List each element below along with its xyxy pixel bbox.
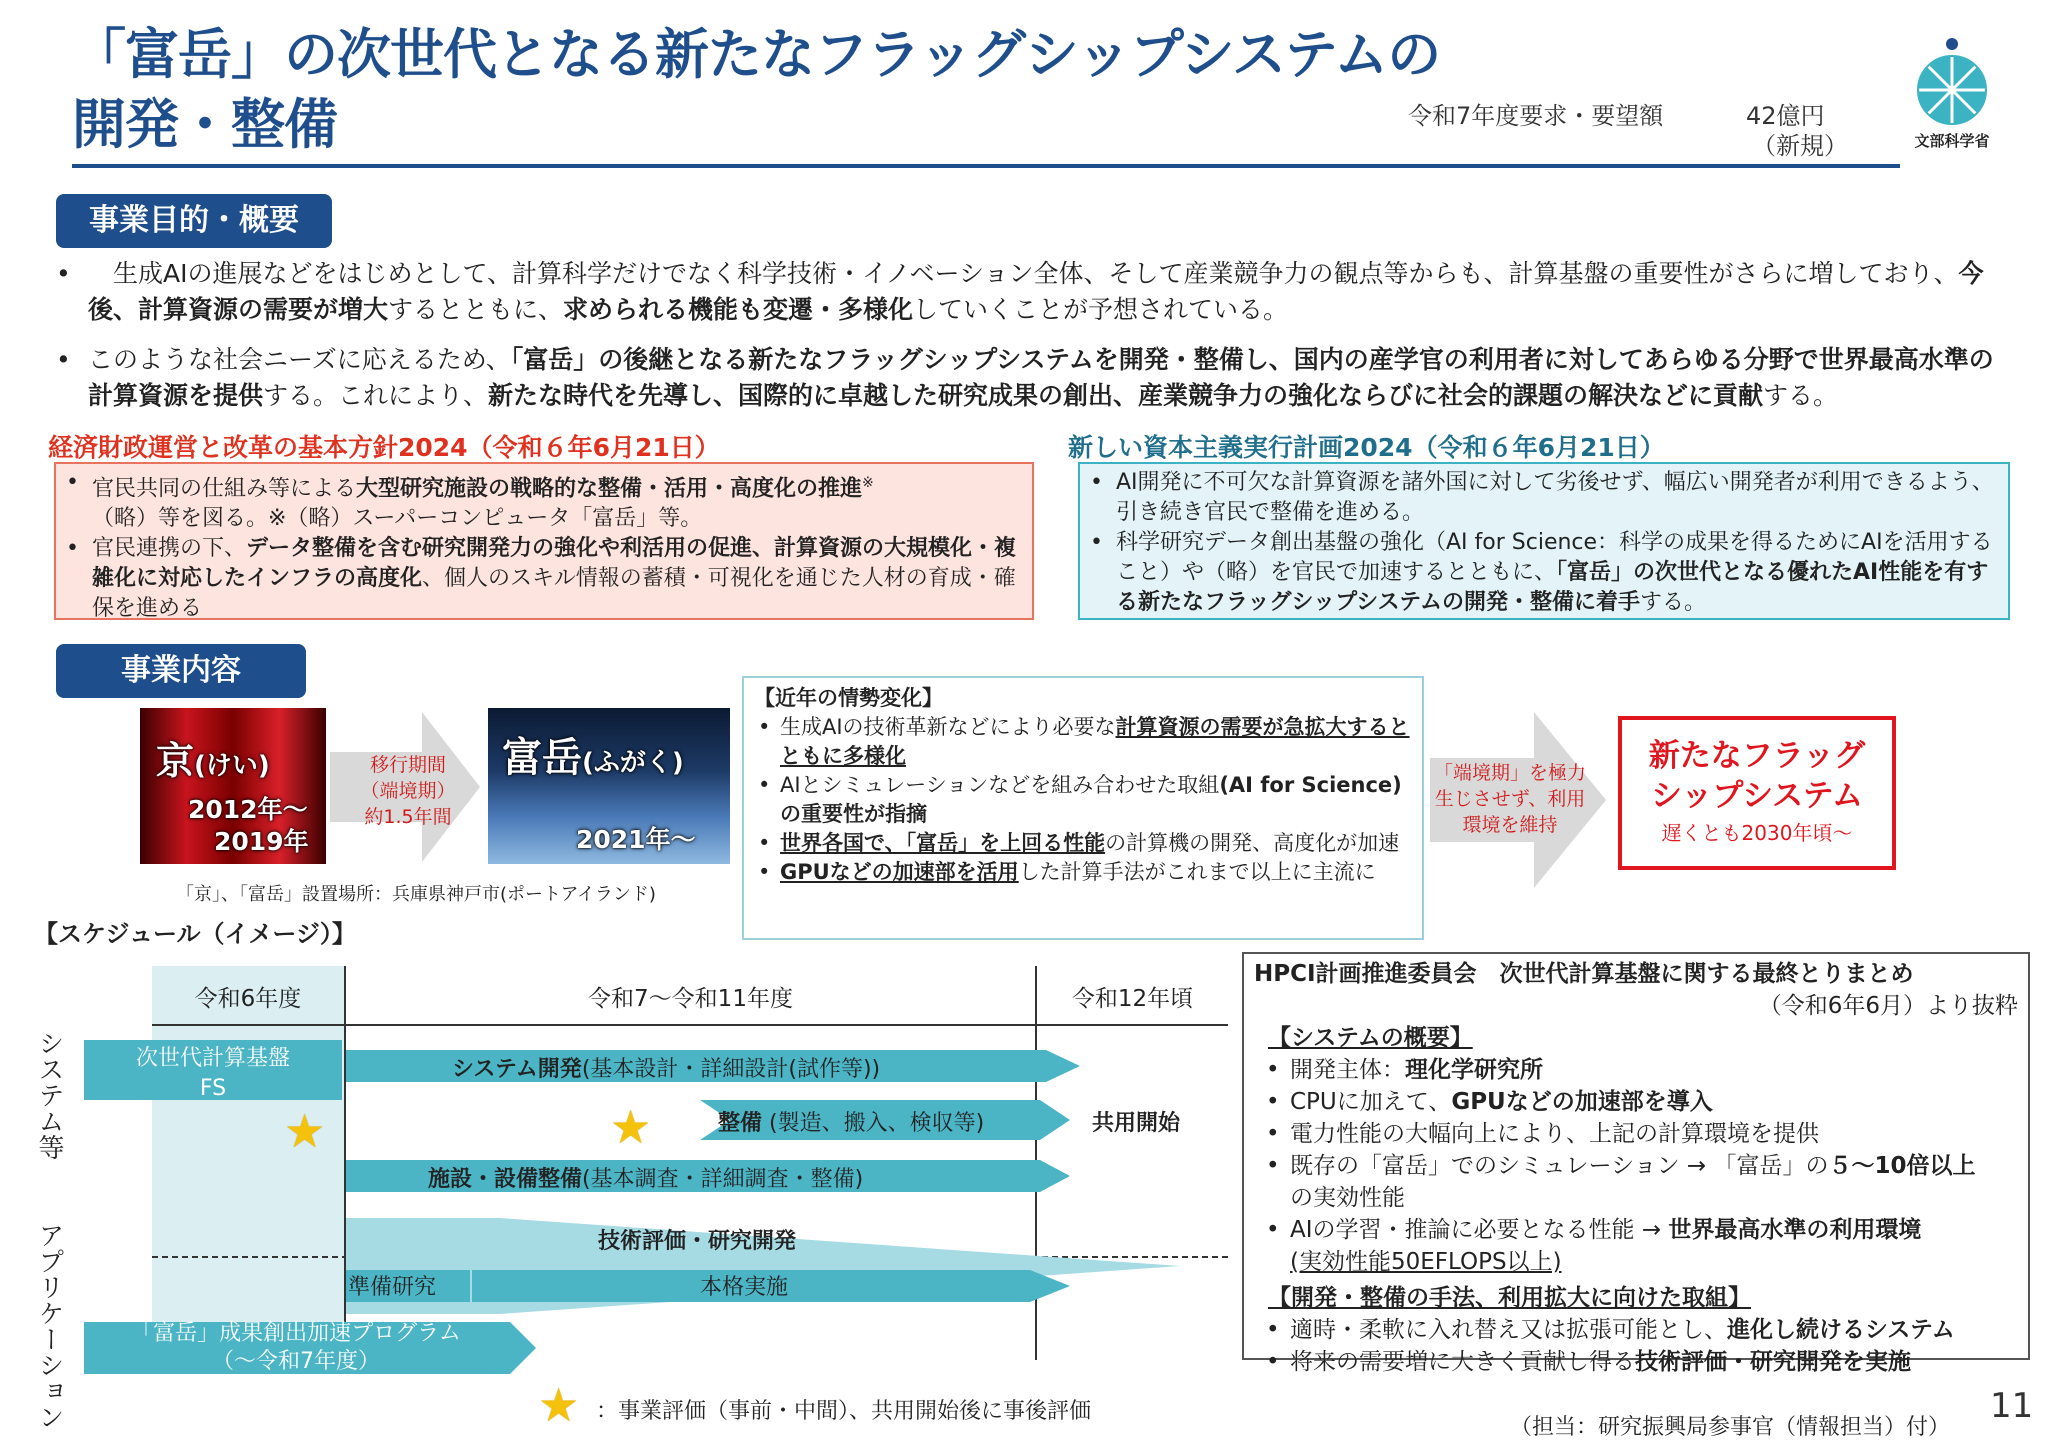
fs-line: FS bbox=[199, 1076, 227, 1101]
policy-emphasis: 「富岳」の次世代となる優れたAI性能を有する新たなフラッグシップシステムの開発・整備に着手 bbox=[1116, 560, 1989, 615]
policy-right-item-1: • AI開発に不可欠な計算資源を諸外国に対して劣後せず、幅広い開発者が利用できるよう、引き続き官民で整備を進める。 bbox=[1090, 470, 1994, 525]
trend-emphasis: 世界各国で、「富岳」を上回る性能 bbox=[780, 831, 1106, 855]
trend-item: • GPUなどの加速部を活用した計算手法がこれまで以上に主流に bbox=[758, 860, 1376, 884]
trend-emphasis: (AI for Science)の重要性が指摘 bbox=[780, 773, 1402, 826]
continuity-line: 「端境期」を極力 bbox=[1433, 762, 1586, 784]
recent-trends-box bbox=[742, 676, 1424, 940]
purpose-emphasis: 今後、計算資源の需要が増大 bbox=[88, 259, 1984, 324]
new-flagship-line1: 新たなフラッグ bbox=[1648, 738, 1866, 774]
budget-amount: 42億円 bbox=[1746, 102, 1825, 130]
system-dev-label bbox=[452, 1052, 880, 1083]
hpci-text: 既存の「富岳」でのシミュレーション → 「富岳」の bbox=[1290, 1153, 1829, 1179]
full-implementation-label: 本格実施 bbox=[700, 1275, 789, 1300]
prep-research-label: 準備研究 bbox=[348, 1275, 437, 1300]
purpose-text: する。これにより、 bbox=[263, 381, 489, 410]
new-flagship-box bbox=[1618, 716, 1896, 870]
policy-text: AI開発に不可欠な計算資源を諸外国に対して劣後せず、幅広い開発者が利用できるよう、引き続き官民で整備を進める。 bbox=[1116, 470, 1994, 525]
legend-text: ：事業評価（事前・中間）、共用開始後に事後評価 bbox=[596, 1399, 1092, 1424]
hpci-item: • CPUに加えて、GPUなどの加速部を導入 bbox=[1266, 1089, 1713, 1115]
transition-label bbox=[338, 752, 478, 830]
budget-label: 令和7年度要求・要望額 bbox=[1408, 102, 1664, 130]
trend-text: した計算手法がこれまで以上に主流に bbox=[1018, 860, 1376, 884]
trend-text: の計算機の開発、高度化が加速 bbox=[1105, 831, 1400, 855]
transition-line: 約1.5年間 bbox=[364, 806, 452, 828]
hpci-source: （令和6年6月）より抜粋 bbox=[1758, 993, 2018, 1019]
purpose-text: する。 bbox=[1763, 381, 1839, 410]
kei-years-end: 2019年 bbox=[214, 827, 309, 856]
hpci-emphasis: ５～10倍以上 bbox=[1828, 1153, 1976, 1179]
schedule-head-divider bbox=[152, 1024, 1228, 1026]
schedule-title: 【スケジュール（イメージ）】 bbox=[34, 920, 356, 948]
page-number: 11 bbox=[1990, 1386, 2034, 1426]
kei-name: 京(けい) bbox=[156, 739, 270, 783]
page-title-line2: 開発・整備 bbox=[72, 93, 337, 156]
purpose-emphasis: 新たな時代を先導し、国際的に卓越した研究成果の創出、産業競争力の強化ならびに社会的課題の解決などに貢献 bbox=[488, 381, 1764, 410]
policy-text: 、個人のスキル情報の蓄積・可視化を通じた人材の育成・確保を進める bbox=[92, 566, 1016, 622]
facility-bold: 施設・設備整備 bbox=[428, 1167, 583, 1192]
hpci-text: の実効性能 bbox=[1290, 1185, 1405, 1211]
build-bold: 整備 bbox=[718, 1111, 763, 1136]
purpose-bullet-2 bbox=[56, 342, 2006, 414]
new-flagship-line2: シップシステム bbox=[1650, 778, 1864, 814]
hpci-text: 開発主体： bbox=[1290, 1057, 1405, 1083]
trends-title: 【近年の情勢変化】 bbox=[754, 686, 943, 710]
hpci-item: • 適時・柔軟に入れ替え又は拡張可能とし、進化し続けるシステム bbox=[1266, 1317, 1955, 1343]
footer-contact: （担当：研究振興局参事官（情報担当）付） bbox=[1510, 1415, 1951, 1440]
hpci-method-heading: 【開発・整備の手法、利用拡大に向けた取組】 bbox=[1268, 1285, 1751, 1311]
kei-machine-image bbox=[140, 708, 326, 864]
policy-text: する。 bbox=[1640, 590, 1707, 615]
policy-left-title: 経済財政運営と改革の基本方針2024（令和６年6月21日） bbox=[48, 433, 720, 462]
hpci-text: (実効性能50EFLOPS以上) bbox=[1290, 1249, 1562, 1275]
fugaku-machine-image bbox=[488, 708, 730, 864]
section-purpose-header: 事業目的・概要 bbox=[56, 194, 332, 248]
purpose-emphasis: 求められる機能も変遷・多様化 bbox=[563, 295, 914, 324]
policy-emphasis: データ整備を含む研究開発力の強化や利活用の促進、計算資源の大規模化・複雑化に対応したインフラの高度化 bbox=[92, 536, 1017, 592]
policy-emphasis: 大型研究施設の戦略的な整備・活用・高度化の推進 bbox=[356, 476, 863, 502]
hpci-item: • 将来の需要増に大きく貢献し得る技術評価・研究開発を実施 bbox=[1266, 1349, 1911, 1375]
evaluation-star-icon: ★ bbox=[284, 1104, 326, 1158]
policy-right-box bbox=[1078, 462, 2010, 620]
program-label bbox=[84, 1320, 508, 1376]
page-title-line1: 「富岳」の次世代となる新たなフラッグシップシステムの bbox=[72, 23, 1441, 86]
system-dev-bold: システム開発 bbox=[452, 1057, 582, 1082]
title-underline bbox=[72, 164, 1900, 168]
continuity-line: 環境を維持 bbox=[1462, 814, 1558, 836]
hpci-text: AIの学習・推論に必要となる性能 → bbox=[1290, 1217, 1669, 1243]
trend-text: AIとシミュレーションなどを組み合わせた取組 bbox=[780, 773, 1220, 797]
trend-text: 生成AIの技術革新などにより必要な bbox=[780, 715, 1116, 739]
bullet-dot: • bbox=[56, 345, 71, 374]
trend-item: • AIとシミュレーションなどを組み合わせた取組(AI for Science)の重要性が指摘 bbox=[758, 773, 1402, 826]
transition-line: （端境期） bbox=[360, 780, 456, 802]
continuity-line: 生じさせず、利用 bbox=[1434, 788, 1586, 810]
mext-logo-text: 文部科学省 bbox=[1914, 132, 1990, 150]
tech-eval-label: 技術評価・研究開発 bbox=[598, 1229, 797, 1254]
schedule-header-r6: 令和6年度 bbox=[194, 986, 302, 1012]
hpci-item: • 開発主体：理化学研究所 bbox=[1266, 1057, 1543, 1083]
kei-years: 2012年～ bbox=[188, 795, 308, 824]
policy-text: （略）等を図る。※（略）スーパーコンピュータ「富岳」等。 bbox=[92, 506, 703, 532]
build-note: (製造、搬入、検収等) bbox=[762, 1111, 985, 1136]
fs-line: 次世代計算基盤 bbox=[135, 1046, 290, 1071]
purpose-bullet-1 bbox=[56, 256, 2006, 328]
new-flagship-date: 遅くとも2030年頃～ bbox=[1661, 821, 1853, 845]
hpci-title: HPCI計画推進委員会 次世代計算基盤に関する最終とりまとめ bbox=[1254, 961, 1914, 987]
hpci-text: 電力性能の大幅向上により、上記の計算環境を提供 bbox=[1290, 1121, 1819, 1147]
hpci-overview-heading: 【システムの概要】 bbox=[1268, 1025, 1473, 1051]
section-content-header: 事業内容 bbox=[56, 644, 306, 698]
hpci-text: CPUに加えて、 bbox=[1290, 1089, 1452, 1115]
purpose-emphasis: 「富岳」の後継となる新たなフラッグシップシステムを開発・整備し、国内の産学官の利用者に対してあらゆる分野で世界最高水準の計算資源を提供 bbox=[88, 345, 1994, 410]
fugaku-name: 富岳(ふがく) bbox=[502, 735, 684, 781]
hpci-item: • AIの学習・推論に必要となる性能 → 世界最高水準の利用環境 (実効性能50EFLOPS以上) bbox=[1266, 1217, 1922, 1275]
hpci-emphasis: 理化学研究所 bbox=[1405, 1057, 1543, 1083]
hpci-text: 将来の需要増に大きく貢献し得る bbox=[1290, 1349, 1635, 1375]
hpci-item: • 既存の「富岳」でのシミュレーション → 「富岳」の５～10倍以上 の実効性能 bbox=[1266, 1153, 1976, 1211]
trend-item: • 世界各国で、「富岳」を上回る性能の計算機の開発、高度化が加速 bbox=[758, 831, 1400, 855]
facility-note: (基本調査・詳細調査・整備) bbox=[582, 1167, 864, 1192]
install-location: 「京」、「富岳」設置場所：兵庫県神戸市(ポートアイランド) bbox=[176, 884, 656, 905]
hpci-item: • 電力性能の大幅向上により、上記の計算環境を提供 bbox=[1266, 1121, 1819, 1147]
evaluation-star-icon: ★ bbox=[610, 1100, 652, 1154]
continuity-label bbox=[1430, 760, 1590, 838]
fs-box-label bbox=[84, 1044, 342, 1104]
hpci-emphasis: GPUなどの加速部を導入 bbox=[1451, 1089, 1713, 1115]
hpci-emphasis: 進化し続けるシステム bbox=[1727, 1317, 1955, 1343]
bullet-dot: • bbox=[56, 259, 71, 288]
hpci-emphasis: 世界最高水準の利用環境 bbox=[1668, 1217, 1922, 1243]
policy-right-title: 新しい資本主義実行計画2024（令和６年6月21日） bbox=[1068, 433, 1665, 462]
shared-use-start: 共用開始 bbox=[1092, 1111, 1181, 1136]
policy-left-box bbox=[54, 462, 1034, 620]
program-line: （～令和7年度） bbox=[212, 1349, 380, 1374]
policy-note-mark: ※ bbox=[862, 475, 874, 491]
policy-left-item-1: • 官民共同の仕組み等による大型研究施設の戦略的な整備・活用・高度化の推進※ （略）等を図る。※（略）スーパーコンピュータ「富岳」等。 bbox=[66, 470, 874, 532]
system-dev-note: (基本設計・詳細設計(試作等)) bbox=[581, 1057, 881, 1082]
hpci-summary-box bbox=[1242, 952, 2030, 1375]
facility-label bbox=[428, 1162, 863, 1193]
schedule-header-r7-r11: 令和7～令和11年度 bbox=[588, 986, 793, 1012]
budget-note: （新規） bbox=[1752, 132, 1848, 160]
row-label-application: アプリケーション bbox=[34, 1222, 64, 1430]
purpose-text: するとともに、 bbox=[388, 295, 564, 324]
trend-emphasis: 計算資源の需要が急拡大するとともに多様化 bbox=[780, 715, 1410, 768]
trend-emphasis: GPUなどの加速部を活用 bbox=[780, 860, 1019, 884]
policy-text: 官民共同の仕組み等による bbox=[92, 476, 357, 502]
purpose-text: していくことが予想されている。 bbox=[913, 295, 1289, 324]
policy-text: 科学研究データ創出基盤の強化（AI for Science：科学の成果を得るためにAIを活用すること）や（略）を官民で加速するとともに、 bbox=[1116, 530, 1993, 585]
policy-right-item-2: • 科学研究データ創出基盤の強化（AI for Science：科学の成果を得るためにAIを活用すること）や（略）を官民で加速するとともに、「富岳」の次世代となる優れたAI性能を有する新たなフラッグシップシステムの開発・整備に着手する。 bbox=[1090, 530, 1993, 615]
fugaku-years: 2021年～ bbox=[576, 825, 696, 854]
hpci-emphasis: 技術評価・研究開発を実施 bbox=[1635, 1349, 1911, 1375]
transition-line: 移行期間 bbox=[369, 754, 446, 776]
hpci-text: 適時・柔軟に入れ替え又は拡張可能とし、 bbox=[1290, 1317, 1727, 1343]
row-label-system: システム等 bbox=[34, 1030, 64, 1160]
policy-text: 官民連携の下、 bbox=[92, 536, 247, 562]
mext-logo bbox=[1912, 36, 1992, 152]
schedule-header-r12: 令和12年頃 bbox=[1071, 986, 1194, 1012]
legend-star-icon: ★ bbox=[538, 1378, 580, 1432]
trend-item: • 生成AIの技術革新などにより必要な計算資源の需要が急拡大するとともに多様化 bbox=[758, 715, 1410, 768]
policy-left-item-2: • 官民連携の下、データ整備を含む研究開発力の強化や利活用の促進、計算資源の大規模化・複雑化に対応したインフラの高度化、個人のスキル情報の蓄積・可視化を通じた人材の育成・確保を進める bbox=[66, 536, 1017, 622]
purpose-text: 生成AIの進展などをはじめとして、計算科学だけでなく科学技術・イノベーション全体、そして産業競争力の観点等からも、計算基盤の重要性がさらに増しており、 bbox=[88, 259, 1959, 288]
purpose-text: このような社会ニーズに応えるため、 bbox=[88, 345, 511, 374]
program-line: 「富岳」成果創出加速プログラム bbox=[131, 1321, 461, 1346]
mext-logo-icon bbox=[1912, 36, 1992, 126]
build-label bbox=[718, 1106, 984, 1137]
